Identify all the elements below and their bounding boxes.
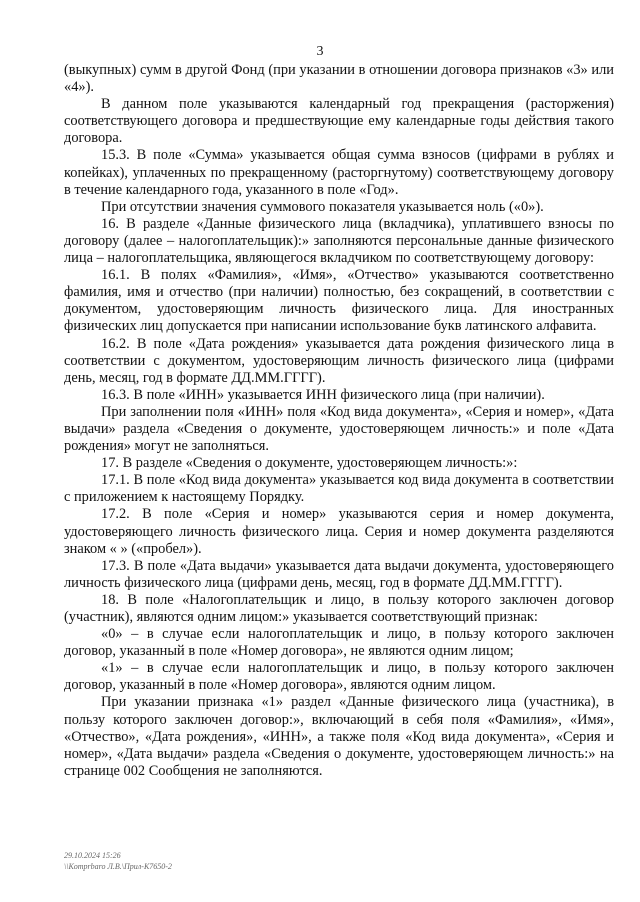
paragraph: «1» – в случае если налогоплательщик и лицо, в пользу которого заключен договор, указанный в поле «Номер договора», являются одним лицом. bbox=[64, 660, 614, 694]
footer-timestamp: 29.10.2024 15:26 bbox=[64, 851, 121, 860]
footer-file-path: \\Komprbaro Л.В.\Прил-К7650-2 bbox=[64, 862, 172, 871]
paragraph: 17.3. В поле «Дата выдачи» указывается дата выдачи документа, удостоверяющего личность физического лица (цифрами день, месяц, год в формате ДД.ММ.ГГГГ). bbox=[64, 557, 614, 591]
paragraph: 17. В разделе «Сведения о документе, удостоверяющем личность:»: bbox=[101, 455, 518, 472]
paragraph: 17.2. В поле «Серия и номер» указываются серия и номер документа, удостоверяющего личность физического лица. Серия и номер документа разделяются знаком « » («пробел»). bbox=[64, 506, 614, 557]
page-number: 3 bbox=[316, 44, 324, 59]
paragraph: При указании признака «1» раздел «Данные физического лица (участника), в пользу которого заключен договор:», включающий в себя поля «Фамилия», «Имя», «Отчество», «Дата рождения», «ИНН», а также поля «Код вида документа», «Серия и номер», «Дата выдачи» раздела «Сведения о документе, удостоверяющем личность:» на странице 002 Сообщения не заполняются. bbox=[64, 694, 614, 779]
paragraph: При заполнении поля «ИНН» поля «Код вида документа», «Серия и номер», «Дата выдачи» раздела «Сведения о документе, удостоверяющем личность:» и поле «Дата рождения» могут не заполняться. bbox=[64, 403, 614, 455]
paragraph: 16.1. В полях «Фамилия», «Имя», «Отчество» указываются соответственно фамилия, имя и отчество (при наличии) полностью, без сокращений, в соответствии с документом, удостоверяющим личность физического лица. Для иностранных физических лиц допускается при написании использование букв латинского алфавита. bbox=[64, 267, 614, 335]
paragraph: В данном поле указываются календарный год прекращения (расторжения) соответствующего договора и предшествующие ему календарные годы действия такого договора. bbox=[64, 96, 614, 147]
paragraph: При отсутствии значения суммового показателя указывается ноль («0»). bbox=[101, 198, 544, 215]
paragraph: «0» – в случае если налогоплательщик и лицо, в пользу которого заключен договор, указанный в поле «Номер договора», не являются одним лицом; bbox=[64, 626, 614, 660]
paragraph: (выкупных) сумм в другой Фонд (при указании в отношении договора признаков «3» или «4»). bbox=[64, 62, 614, 96]
paragraph: 16.2. В поле «Дата рождения» указывается дата рождения физического лица в соответствии с документом, удостоверяющим личность физического лица (цифрами день, месяц, год в формате ДД.ММ.ГГГГ). bbox=[64, 335, 614, 386]
document-body bbox=[64, 62, 614, 780]
paragraph: 18. В поле «Налогоплательщик и лицо, в пользу которого заключен договор (участник), являются одним лицом:» указывается соответствующий признак: bbox=[64, 591, 614, 625]
paragraph: 16.3. В поле «ИНН» указывается ИНН физического лица (при наличии). bbox=[101, 386, 545, 403]
document-footer bbox=[64, 850, 172, 872]
paragraph: 16. В разделе «Данные физического лица (вкладчика), уплатившего взносы по договору (далее – налогоплательщик):» заполняются персональные данные физического лица – налогоплательщика, являющегося вкладчиком по соответствующему договору: bbox=[64, 215, 614, 267]
paragraph: 15.3. В поле «Сумма» указывается общая сумма взносов (цифрами в рублях и копейках), уплаченных по прекращенному (расторгнутому) соответствующему договору в течение календарного года, указанного в поле «Год». bbox=[64, 147, 614, 198]
paragraph: 17.1. В поле «Код вида документа» указывается код вида документа в соответствии с приложением к настоящему Порядку. bbox=[64, 472, 614, 506]
